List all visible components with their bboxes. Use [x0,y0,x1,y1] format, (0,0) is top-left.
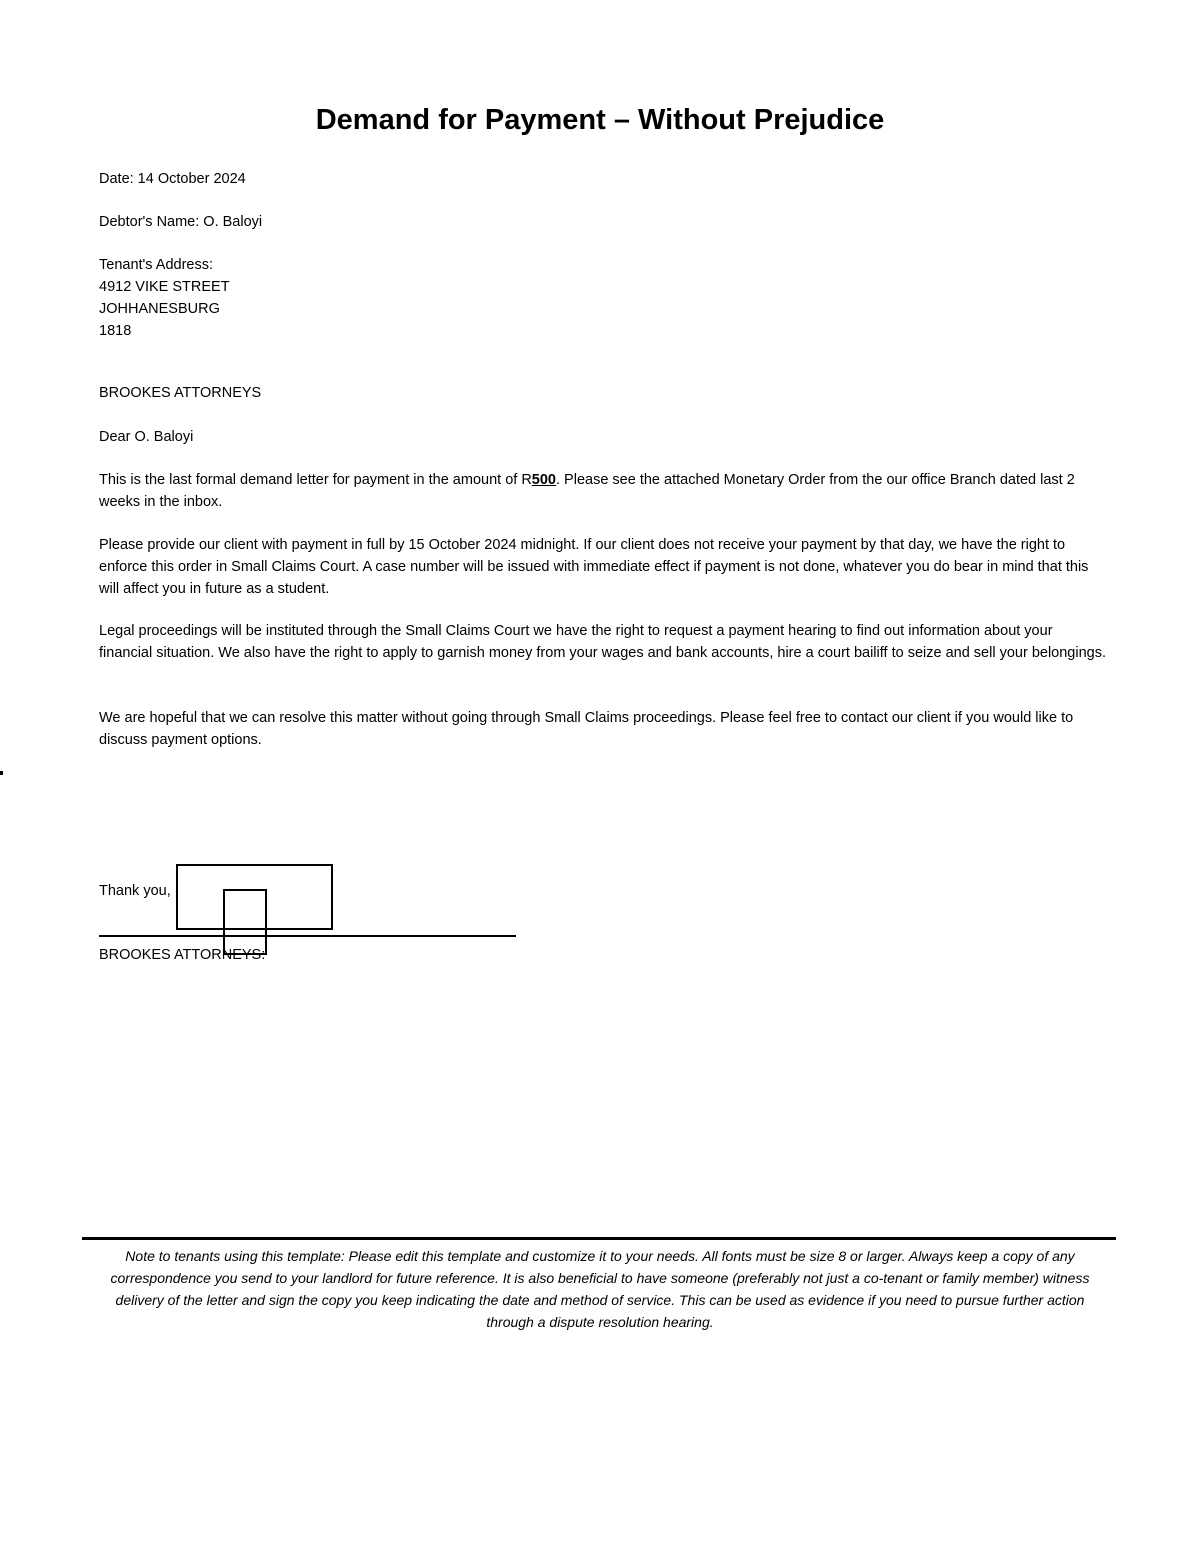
signature-line [99,935,516,937]
demand-amount: 500 [531,472,556,488]
paragraph-demand-amount [99,469,1109,513]
paragraph-demand-text-end: . Please see the attached Monetary Order from the our office Branch dated last 2 weeks in the inbox. [99,472,1075,510]
address-postal-code: 1818 [99,323,132,339]
debtor-name-line: Debtor's Name: O. Baloyi [99,214,263,230]
address-street: 4912 VIKE STREET [99,279,230,295]
margin-mark [0,771,3,775]
address-label: Tenant's Address: [99,257,214,273]
closing-line: Thank you, [99,883,171,899]
signature-name: BROOKES ATTORNEYS: [99,947,266,963]
paragraph-payment-deadline: Please provide our client with payment in full by 15 October 2024 midnight. If our client does not receive your payment by that day, we have the right to enforce this order in Small Claims Court. A case number will be issued with immediate effect if payment is not done, whatever you do bear in mind that this will affect you in future as a student. [99,537,1089,597]
tenant-address [99,254,1109,342]
address-city: JOHHANESBURG [99,301,220,317]
date-line: Date: 14 October 2024 [99,171,246,187]
footer-divider [82,1237,1116,1240]
document-title: Demand for Payment – Without Prejudice [315,104,885,136]
footer-template-note: Note to tenants using this template: Please edit this template and customize it to your needs. All fonts must be size 8 or larger. Always keep a copy of any correspondence you send to your landlord for future reference. It is also beneficial to have someone (preferably not just a co-tenant or family member) witness delivery of the letter and sign the copy you keep indicating the date and method of service. This can be used as evidence if you need to pursue further action through a dispute resolution hearing. [110,1248,1090,1330]
paragraph-demand-text-start: This is the last formal demand letter for payment in the amount of R [99,472,532,488]
paragraph-resolution: We are hopeful that we can resolve this matter without going through Small Claims proceedings. Please feel free to contact our client if you would like to discuss payment options. [99,710,1074,748]
salutation: Dear O. Baloyi [99,429,194,445]
paragraph-legal-proceedings: Legal proceedings will be instituted through the Small Claims Court we have the right to request a payment hearing to find out information about your financial situation. We also have the right to apply to garnish money from your wages and bank accounts, hire a court bailiff to seize and sell your belongings. [99,623,1106,661]
sender-name: BROOKES ATTORNEYS [99,385,262,401]
